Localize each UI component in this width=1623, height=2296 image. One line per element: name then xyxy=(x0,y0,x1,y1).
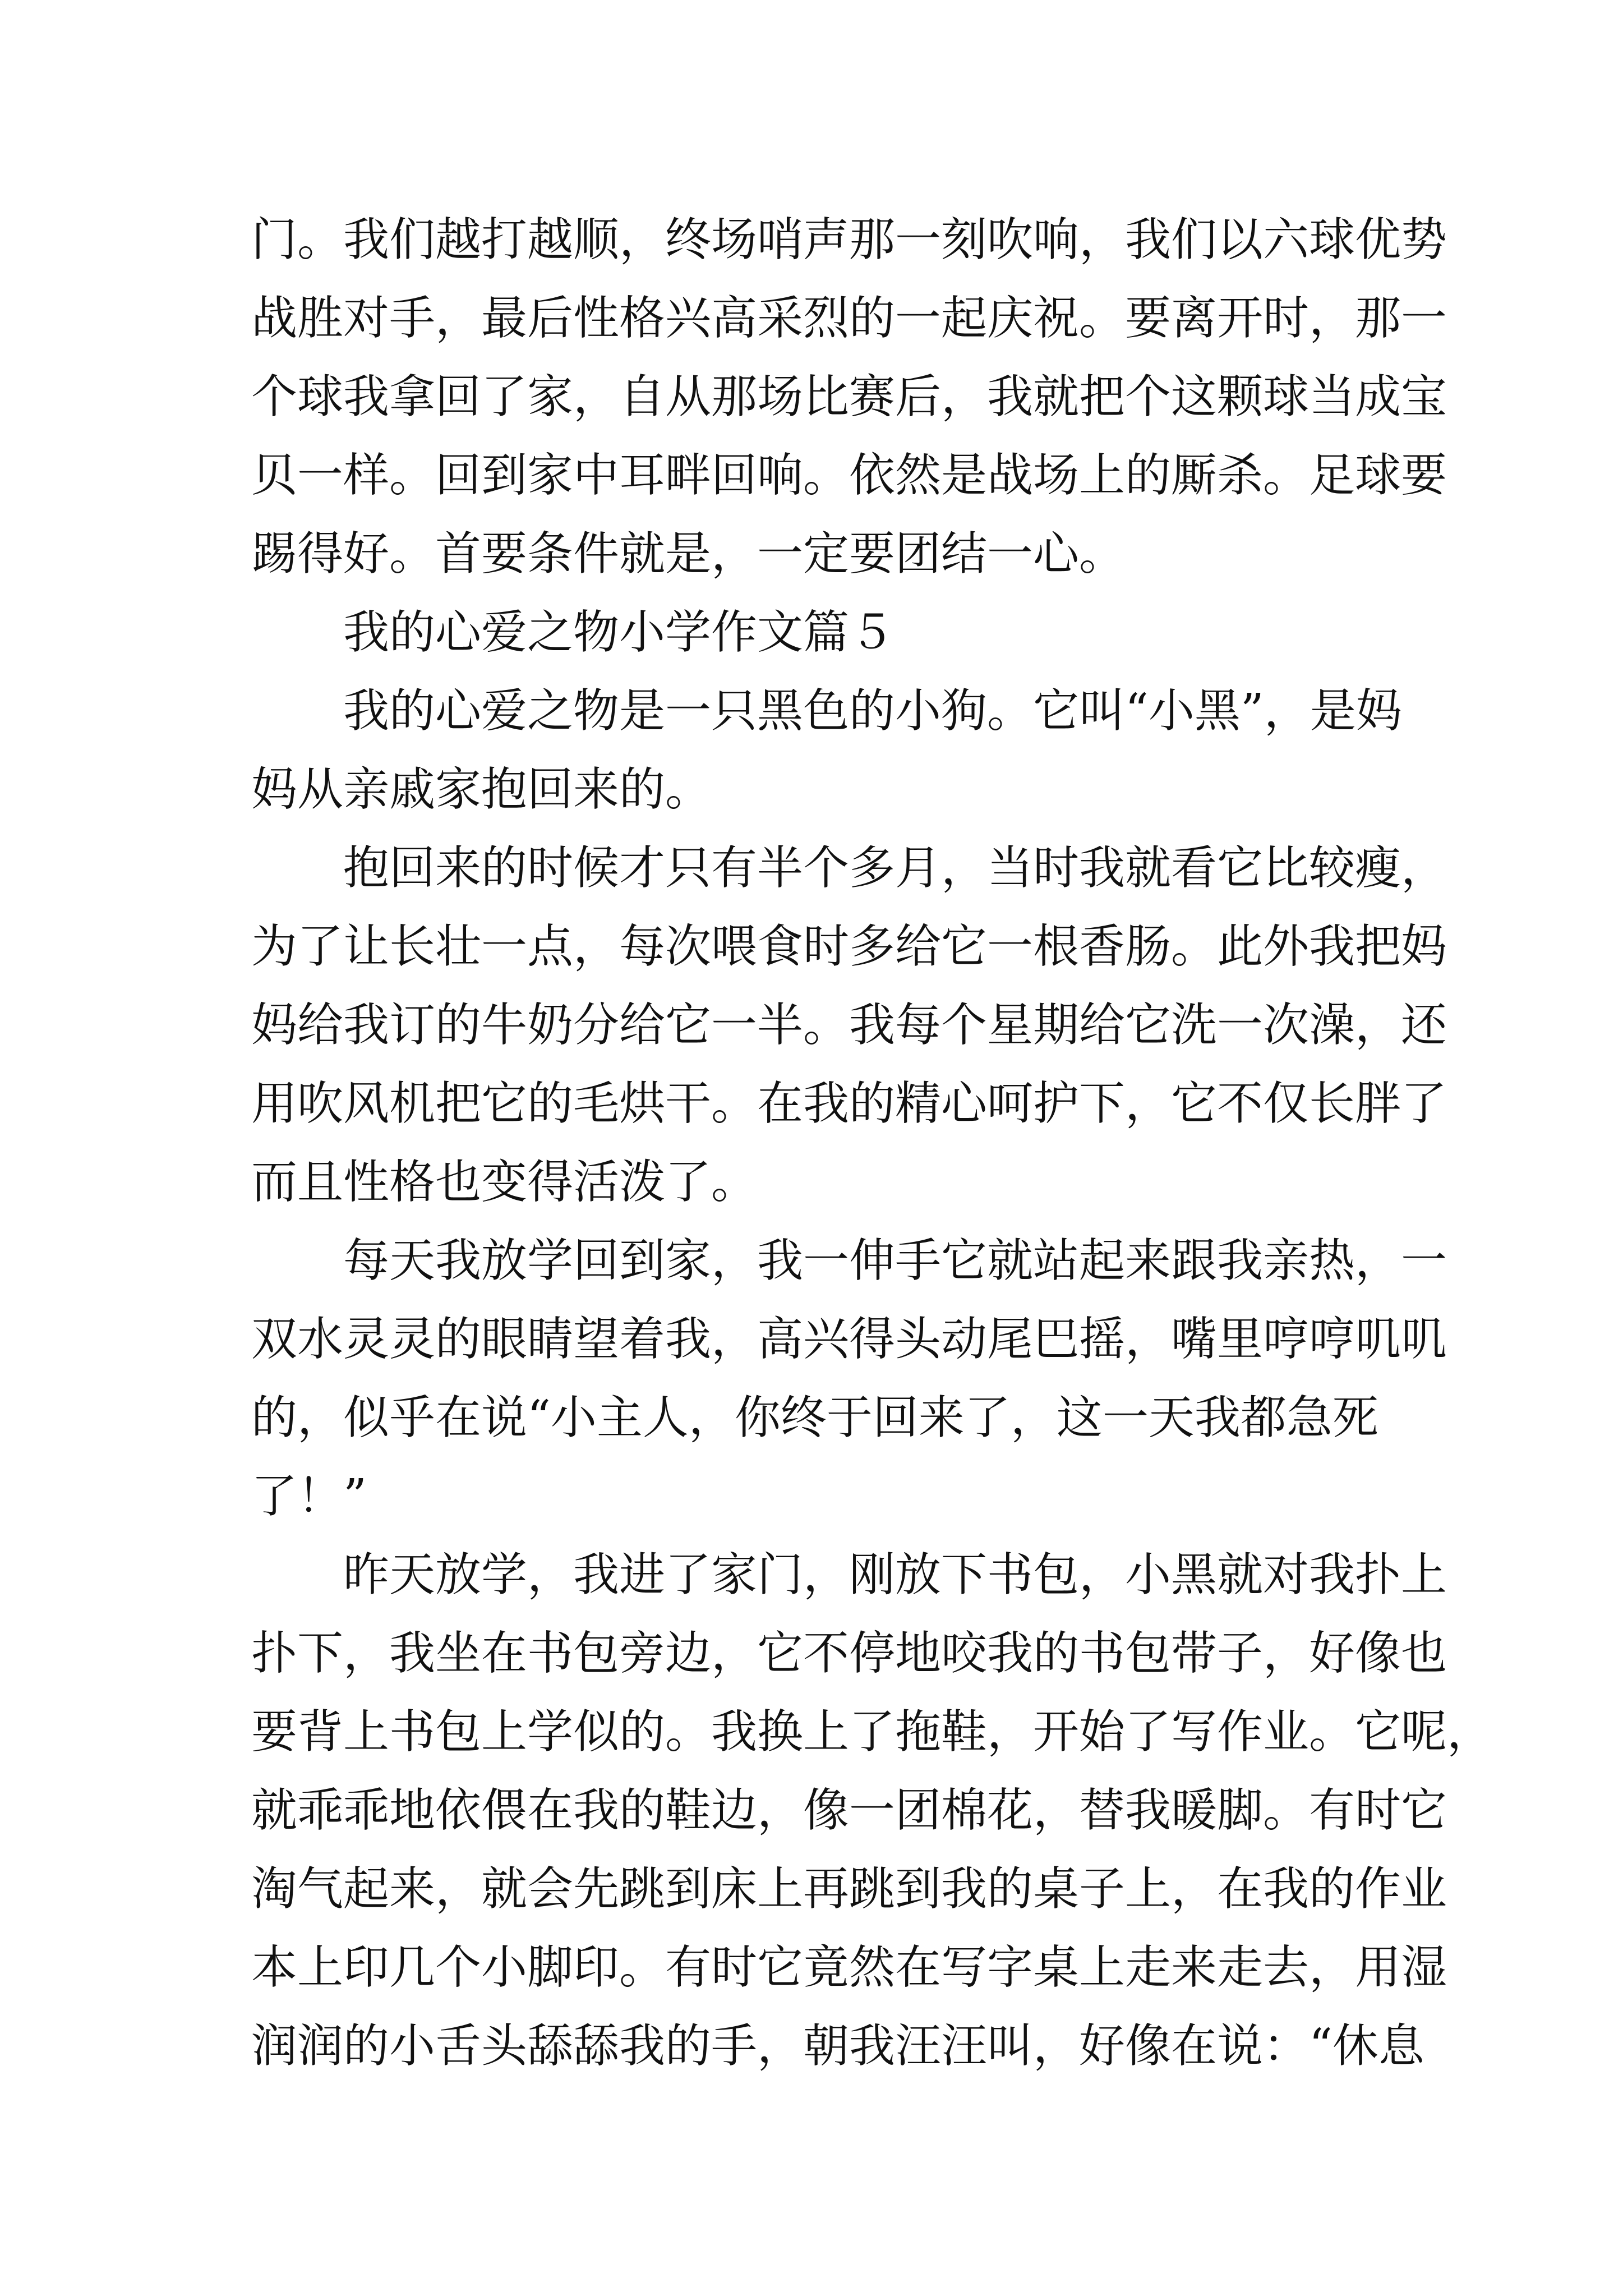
text-line: 双水灵灵的眼睛望着我，高兴得头动尾巴摇，嘴里哼哼叽叽 xyxy=(251,1313,1447,1366)
text-line: 用吹风机把它的毛烘干。在我的精心呵护下，它不仅长胖了 xyxy=(251,1077,1447,1130)
text-line: 昨天放学，我进了家门，刚放下书包，小黑就对我扑上 xyxy=(343,1548,1447,1602)
text-line: 而且性格也变得活泼了。 xyxy=(251,1156,758,1209)
text-line: 门。我们越打越顺，终场哨声那一刻吹响，我们以六球优势 xyxy=(251,213,1447,266)
text-line: 贝一样。回到家中耳畔回响。依然是战场上的厮杀。足球要 xyxy=(251,449,1447,502)
article-body xyxy=(251,201,1493,2086)
text-line: 了！” xyxy=(251,1470,367,1523)
text-line: 淘气起来，就会先跳到床上再跳到我的桌子上，在我的作业 xyxy=(251,1862,1447,1916)
text-line: 的，似乎在说“小主人，你终于回来了，这一天我都急死 xyxy=(251,1391,1378,1444)
text-line: 踢得好。首要条件就是，一定要团结一心。 xyxy=(251,527,1126,581)
text-line: 为了让长壮一点，每次喂食时多给它一根香肠。此外我把妈 xyxy=(251,920,1447,973)
text-line: 润润的小舌头舔舔我的手，朝我汪汪叫，好像在说：“休息 xyxy=(251,2019,1424,2073)
text-line: 战胜对手，最后性格兴高采烈的一起庆祝。要离开时，那一 xyxy=(251,292,1447,345)
text-line: 每天我放学回到家，我一伸手它就站起来跟我亲热，一 xyxy=(343,1234,1447,1287)
text-line: 抱回来的时候才只有半个多月，当时我就看它比较瘦， xyxy=(343,841,1447,895)
text-line: 我的心爱之物是一只黑色的小狗。它叫“小黑”，是妈 xyxy=(343,684,1402,738)
text-line: 本上印几个小脚印。有时它竟然在写字桌上走来走去，用湿 xyxy=(251,1941,1447,1994)
text-line: 扑下，我坐在书包旁边，它不停地咬我的书包带子，好像也 xyxy=(251,1627,1447,1680)
section-heading: 我的心爱之物小学作文篇５ xyxy=(343,606,896,659)
text-line: 妈给我订的牛奶分给它一半。我每个星期给它洗一次澡，还 xyxy=(251,999,1447,1052)
text-line: 妈从亲戚家抱回来的。 xyxy=(251,763,712,816)
text-line: 要背上书包上学似的。我换上了拖鞋，开始了写作业。它呢， xyxy=(251,1705,1493,1759)
text-line: 就乖乖地依偎在我的鞋边，像一团棉花，替我暖脚。有时它 xyxy=(251,1784,1447,1837)
text-line: 个球我拿回了家，自从那场比赛后，我就把个这颗球当成宝 xyxy=(251,370,1447,424)
